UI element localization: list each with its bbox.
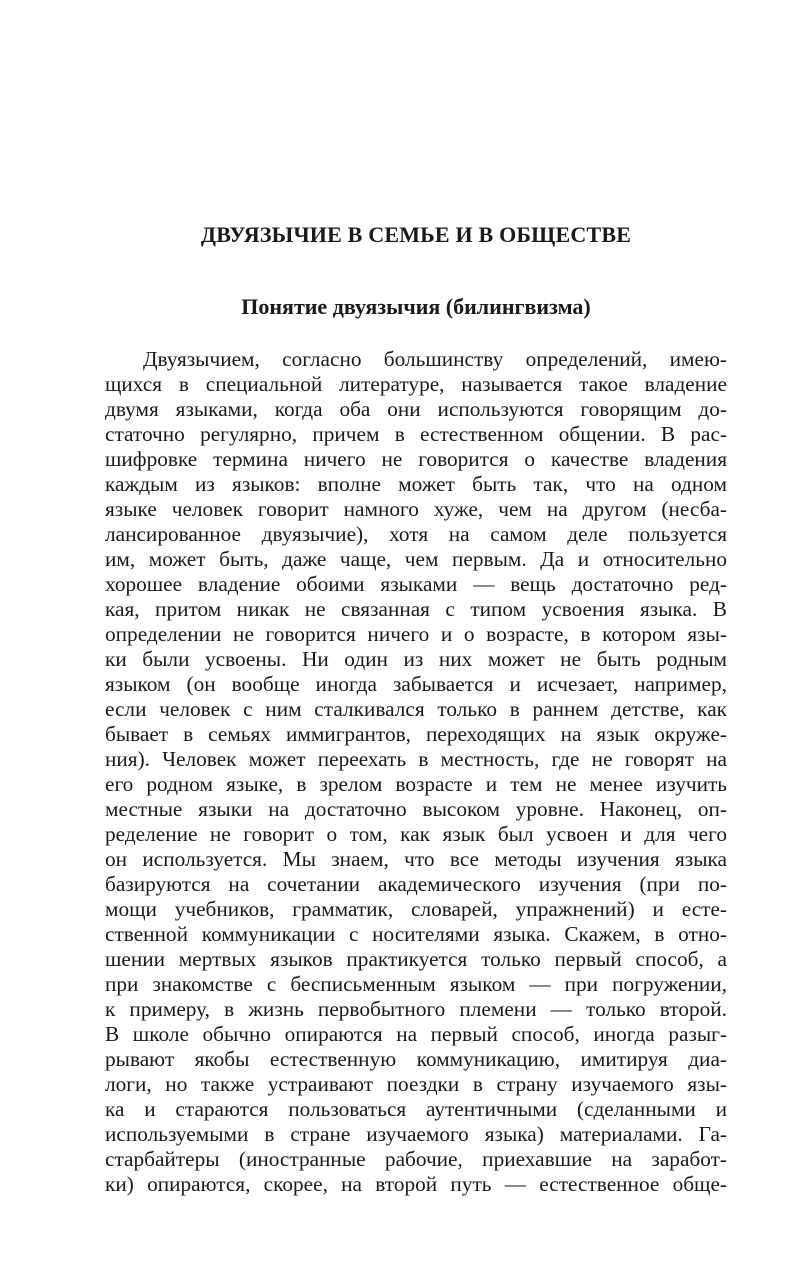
- text-line: ки) опираются, скорее, на второй путь — естественное обще-: [105, 1172, 727, 1196]
- text-line: он используется. Мы знаем, что все методы изучения языка: [105, 847, 727, 871]
- text-line: старбайтеры (иностранные рабочие, приехавшие на заработ-: [105, 1147, 727, 1171]
- text-line: ния). Человек может переехать в местность, где не говорят на: [105, 747, 727, 771]
- section-title: Понятие двуязычия (билингвизма): [241, 294, 591, 319]
- text-line: Двуязычием, согласно большинству определений, имею-: [143, 347, 727, 371]
- text-line: мощи учебников, грамматик, словарей, упражнений) и есте-: [105, 897, 727, 921]
- text-line: местные языки на достаточно высоком уровне. Наконец, оп-: [105, 797, 727, 821]
- text-line: им, может быть, даже чаще, чем первым. Да и относительно: [105, 547, 727, 571]
- text-line: если человек с ним сталкивался только в раннем детстве, как: [105, 697, 727, 721]
- text-line: кая, притом никак не связанная с типом усвоения языка. В: [105, 597, 727, 621]
- text-line: шении мертвых языков практикуется только первый способ, а: [105, 947, 727, 971]
- text-line: языком (он вообще иногда забывается и исчезает, например,: [105, 672, 727, 696]
- text-line: лансированное двуязычие), хотя на самом деле пользуется: [105, 522, 727, 546]
- text-line: бывает в семьях иммигрантов, переходящих на язык окруже-: [105, 722, 727, 746]
- text-line: ределение не говорит о том, как язык был усвоен и для чего: [105, 822, 727, 846]
- text-line: базируются на сочетании академического изучения (при по-: [105, 872, 727, 896]
- text-line: языке человек говорит намного хуже, чем на другом (несба-: [105, 497, 727, 521]
- text-line: при знакомстве с бесписьменным языком — при погружении,: [105, 972, 727, 996]
- text-line: двумя языками, когда оба они используются говорящим до-: [105, 397, 727, 421]
- text-line: хорошее владение обоими языками — вещь достаточно ред-: [105, 572, 727, 596]
- text-line: ственной коммуникации с носителями языка. Скажем, в отно-: [105, 922, 727, 946]
- text-line: рывают якобы естественную коммуникацию, имитируя диа-: [105, 1047, 727, 1071]
- text-line: его родном языке, в зрелом возрасте и тем не менее изучить: [105, 772, 727, 796]
- text-line: логи, но также устраивают поездки в страну изучаемого язы-: [105, 1072, 727, 1096]
- body-paragraph: [105, 347, 727, 1197]
- text-line: к примеру, в жизнь первобытного племени — только второй.: [105, 997, 727, 1021]
- text-line: ка и стараются пользоваться аутентичными (сделанными и: [105, 1097, 727, 1121]
- chapter-title: ДВУЯЗЫЧИЕ В СЕМЬЕ И В ОБЩЕСТВЕ: [200, 222, 632, 247]
- text-line: используемыми в стране изучаемого языка) материалами. Га-: [105, 1122, 727, 1146]
- text-line: ки были усвоены. Ни один из них может не быть родным: [105, 647, 727, 671]
- text-line: статочно регулярно, причем в естественном общении. В рас-: [105, 422, 727, 446]
- text-line: каждым из языков: вполне может быть так, что на одном: [105, 472, 727, 496]
- text-line: определении не говорится ничего и о возрасте, в котором язы-: [105, 622, 727, 646]
- text-line: В школе обычно опираются на первый способ, иногда разыг-: [105, 1022, 727, 1046]
- text-line: шифровке термина ничего не говорится о качестве владения: [105, 447, 727, 471]
- text-line: щихся в специальной литературе, называется такое владение: [105, 372, 727, 396]
